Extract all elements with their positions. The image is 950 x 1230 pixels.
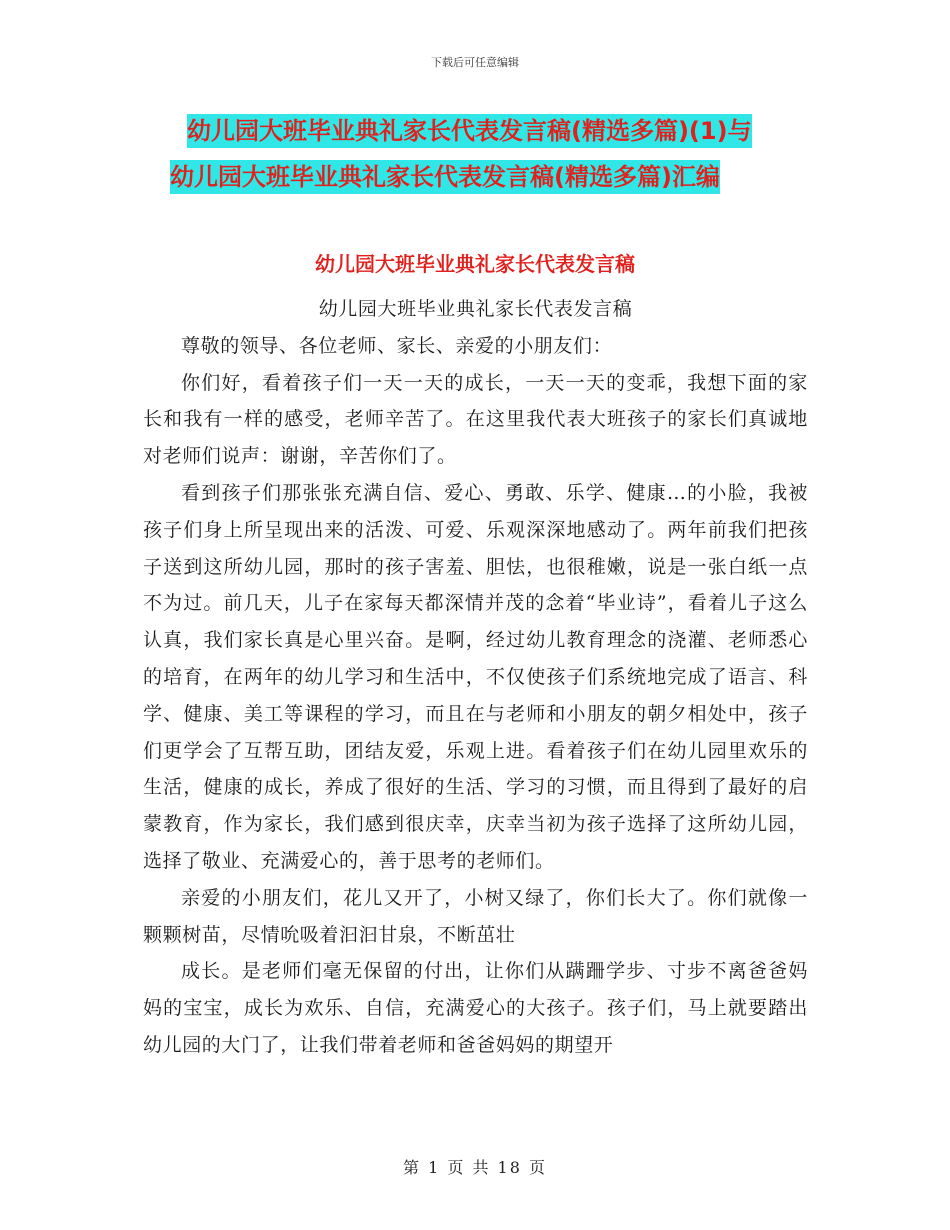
document-title-line-1: [150, 108, 830, 154]
paragraph: 成长。是老师们毫无保留的付出，让你们从蹒跚学步、寸步不离爸爸妈妈的宝宝，成长为欢乐、自信，充满爱心的大孩子。孩子们，马上就要踏出幼儿园的大门了，让我们带着老师和爸爸妈妈的期望开: [143, 960, 808, 1056]
header-note: 下载后可任意编辑: [431, 56, 519, 69]
speech-subtitle: 幼儿园大班毕业典礼家长代表发言稿: [318, 298, 633, 320]
body-text: [143, 291, 808, 1064]
title-highlight-1: 幼儿园大班毕业典礼家长代表发言稿(精选多篇)(1)与: [187, 114, 752, 148]
paragraph: 亲爱的小朋友们，花儿又开了，小树又绿了，你们长大了。你们就像一颗颗树苗，尽情吮吸着汩汩甘泉，不断茁壮: [143, 886, 808, 946]
paragraph: 你们好，看着孩子们一天一天的成长，一天一天的变乖，我想下面的家长和我有一样的感受，老师辛苦了。在这里我代表大班孩子的家长们真诚地对老师们说声：谢谢，辛苦你们了。: [143, 371, 808, 468]
document-title: [150, 108, 830, 200]
page-footer: 第 1 页 共 18 页: [403, 1158, 547, 1177]
document-title-line-2: [150, 154, 830, 200]
section-title: 幼儿园大班毕业典礼家长代表发言稿: [315, 252, 635, 276]
paragraph: 看到孩子们那张张充满自信、爱心、勇敢、乐学、健康…的小脸，我被孩子们身上所呈现出来的活泼、可爱、乐观深深地感动了。两年前我们把孩子送到这所幼儿园，那时的孩子害羞、胆怯，也很稚嫩，说是一张白纸一点不为过。前几天，儿子在家每天都深情并茂的念着“毕业诗”，看着儿子这么认真，我们家长真是心里兴奋。是啊，经过幼儿教育理念的浇灌、老师悉心的培育，在两年的幼儿学习和生活中，不仅使孩子们系统地完成了语言、科学、健康、美工等课程的学习，而且在与老师和小朋友的朝夕相处中，孩子们更学会了互帮互助，团结友爱，乐观上进。看着孩子们在幼儿园里欢乐的生活，健康的成长，养成了很好的生活、学习的习惯，而且得到了最好的启蒙教育，作为家长，我们感到很庆幸，庆幸当初为孩子选择了这所幼儿园，选择了敬业、充满爱心的，善于思考的老师们。: [143, 481, 808, 872]
salutation: 尊敬的领导、各位老师、家长、亲爱的小朋友们：: [181, 334, 613, 357]
title-highlight-2: 幼儿园大班毕业典礼家长代表发言稿(精选多篇)汇编: [170, 160, 720, 194]
